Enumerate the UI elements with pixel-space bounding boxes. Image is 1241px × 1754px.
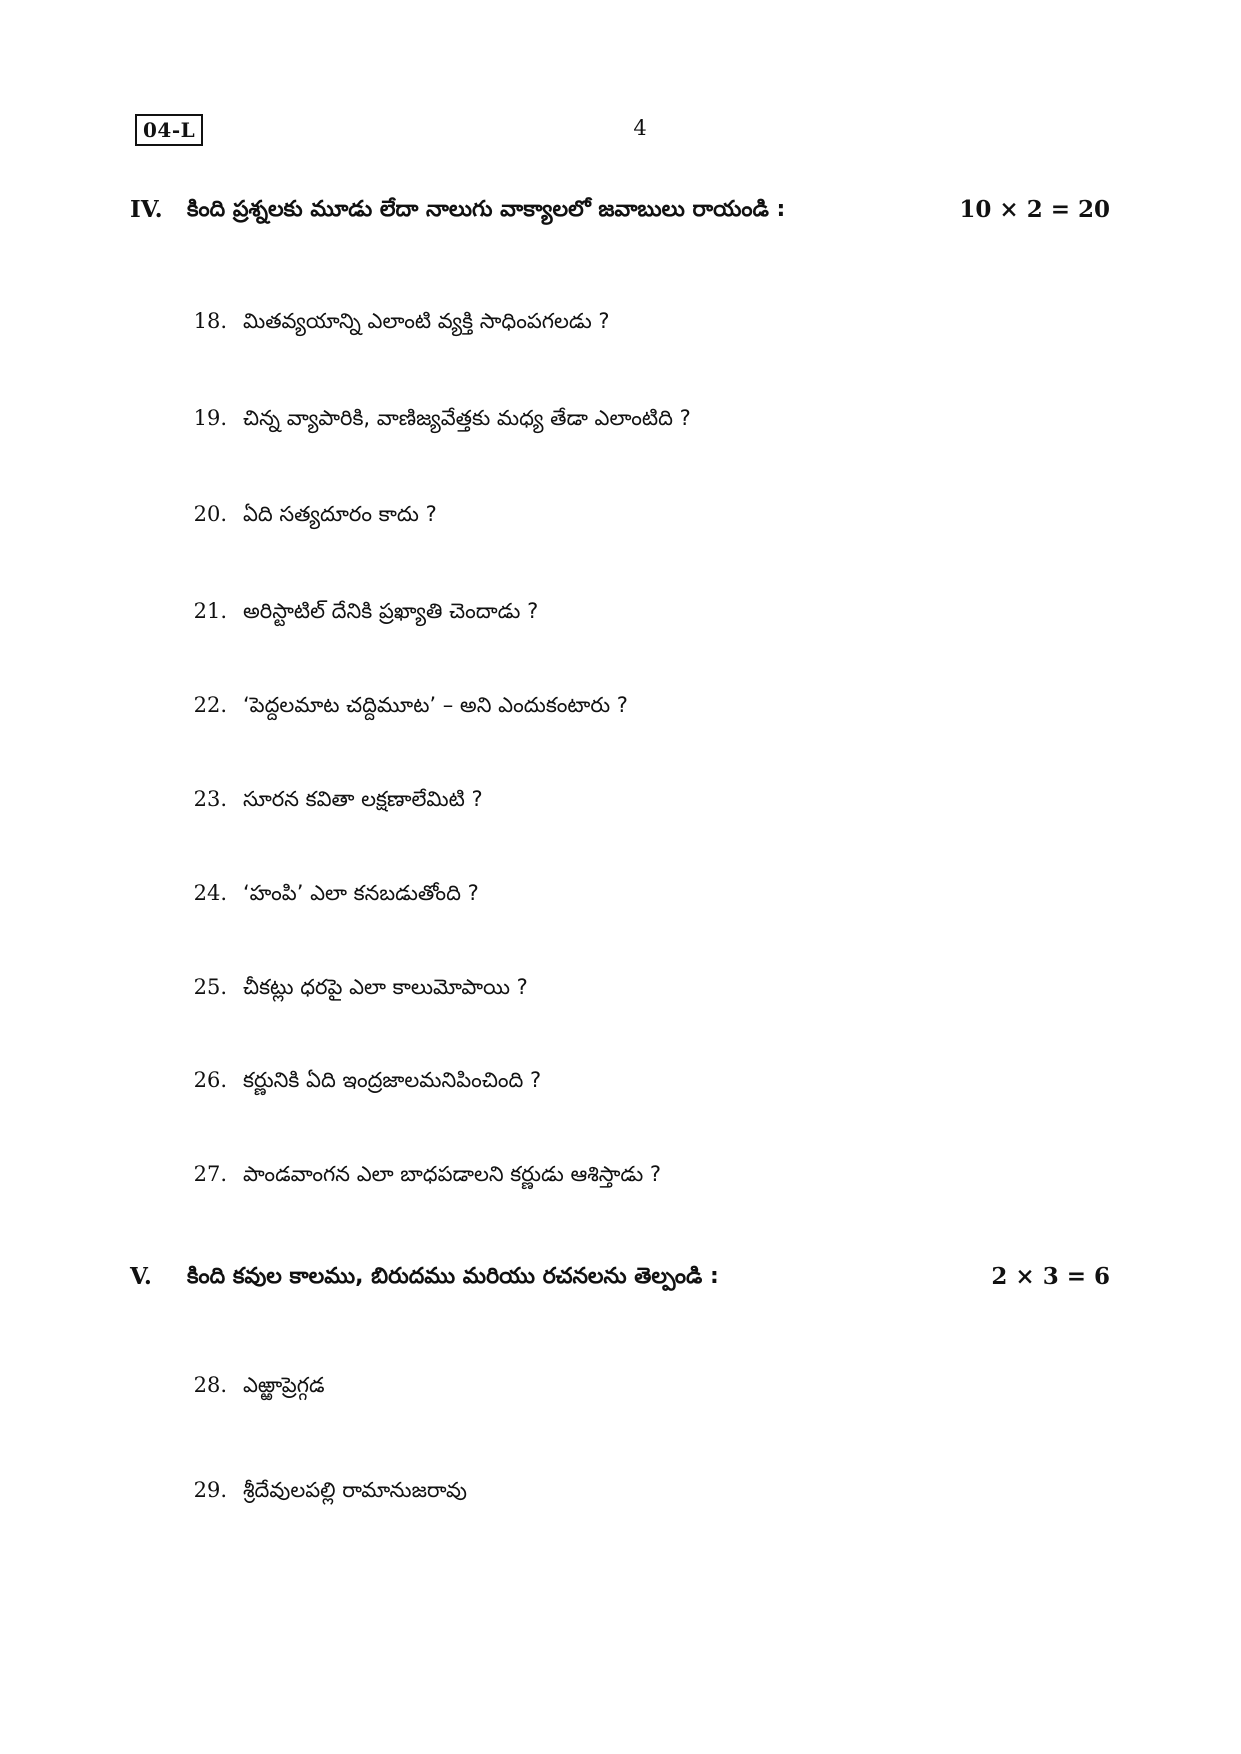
question-number: 25. bbox=[193, 975, 227, 999]
question-text: అరిస్టాటిల్ దేనికి ప్రఖ్యాతి చెందాడు ? bbox=[243, 599, 539, 623]
question-text: చిన్న వ్యాపారికి, వాణిజ్యవేత్తకు మధ్య తేడా ఎలాంటిది ? bbox=[243, 406, 691, 430]
question-text: ‘హంపి’ ఎలా కనబడుతోంది ? bbox=[243, 881, 479, 905]
question-number: 22. bbox=[193, 693, 227, 717]
question-number: 28. bbox=[193, 1373, 227, 1397]
section-instruction: కింది ప్రశ్నలకు మూడు లేదా నాలుగు వాక్యాలలో జవాబులు రాయండి : bbox=[187, 197, 786, 222]
question-text: ఏది సత్యదూరం కాదు ? bbox=[243, 502, 437, 526]
section-marks: 2 × 3 = 6 bbox=[991, 1263, 1110, 1290]
question-number: 26. bbox=[193, 1068, 227, 1092]
question-text: చీకట్లు ధరపై ఎలా కాలుమోపాయి ? bbox=[243, 975, 528, 999]
question-number: 19. bbox=[193, 406, 227, 430]
question-text: శ్రీదేవులపల్లి రామానుజరావు bbox=[243, 1478, 467, 1502]
question-text: సూరన కవితా లక్షణాలేమిటి ? bbox=[243, 787, 483, 811]
section-instruction: కింది కవుల కాలము, బిరుదము మరియు రచనలను తెల్పండి : bbox=[187, 1264, 719, 1289]
question-text: పాండవాంగన ఎలా బాధపడాలని కర్ణుడు ఆశిస్తాడు ? bbox=[243, 1162, 662, 1186]
question-number: 23. bbox=[193, 787, 227, 811]
section-marks: 10 × 2 = 20 bbox=[959, 196, 1110, 223]
question-text: ‘పెద్దలమాట చద్దిమూట’ – అని ఎందుకంటారు ? bbox=[243, 693, 628, 717]
question-number: 20. bbox=[193, 502, 227, 526]
question-text: కర్ణునికి ఏది ఇంద్రజాలమనిపించింది ? bbox=[243, 1068, 542, 1092]
question-number: 27. bbox=[193, 1162, 227, 1186]
question-number: 21. bbox=[193, 599, 227, 623]
page-number: 4 bbox=[633, 116, 647, 140]
section-numeral: V. bbox=[130, 1263, 152, 1290]
question-number: 29. bbox=[193, 1478, 227, 1502]
question-number: 24. bbox=[193, 881, 227, 905]
section-v-heading bbox=[130, 1257, 1110, 1297]
paper-code-badge: 04-L bbox=[135, 114, 203, 146]
question-text: ఎఱ్ఱాప్రెగ్గడ bbox=[243, 1373, 325, 1397]
section-iv-heading bbox=[130, 190, 1110, 230]
question-text: మితవ్యయాన్ని ఎలాంటి వ్యక్తి సాధింపగలడు ? bbox=[243, 309, 610, 333]
question-number: 18. bbox=[193, 309, 227, 333]
section-numeral: IV. bbox=[130, 196, 163, 223]
